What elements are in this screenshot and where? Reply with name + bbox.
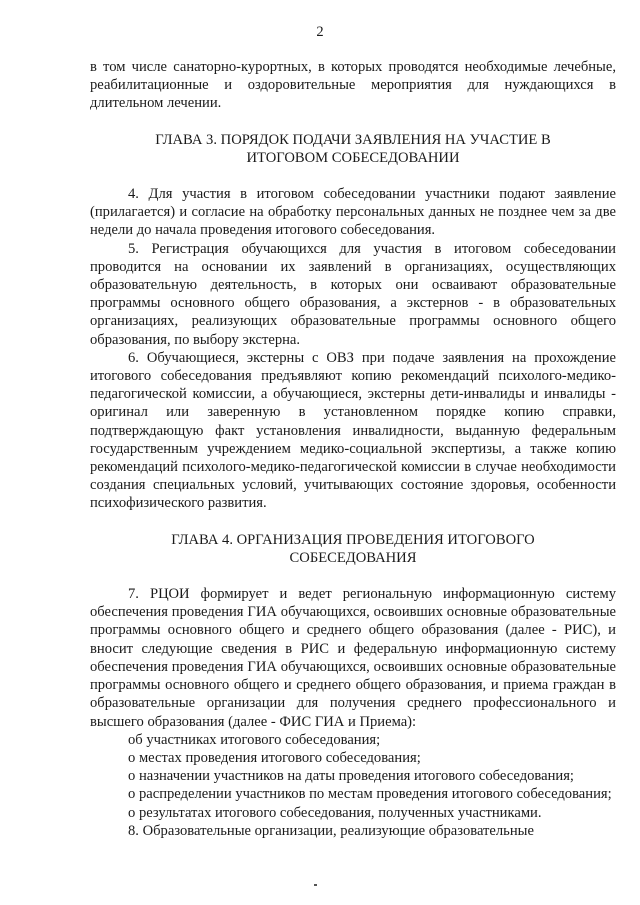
document-body bbox=[90, 58, 616, 840]
list-item: об участниках итогового собеседования; bbox=[128, 731, 381, 748]
intro-paragraph: в том числе санаторно-курортных, в которых проводятся необходимые лечебные, реабилитационные и оздоровительные мероприятия для нуждающихся в длительном лечении. bbox=[90, 59, 616, 112]
list-item: о распределении участников по местам проведения итогового собеседования; bbox=[128, 786, 612, 803]
chapter-3-title-line-2: ИТОГОВОМ СОБЕСЕДОВАНИИ bbox=[246, 149, 460, 166]
paragraph-8: 8. Образовательные организации, реализующие образовательные bbox=[128, 822, 534, 839]
scan-speck bbox=[314, 884, 317, 886]
paragraph-5: 5. Регистрация обучающихся для участия в итоговом собеседовании проводится на основании их заявлений в организациях, осуществляющих образовательную деятельность, в которых они осваивают образовательные программы основного общего образования, а экстернов - в образовательных организациях, реализующих образовательные программы основного общего образования, по выбору экстерна. bbox=[90, 240, 616, 348]
paragraph-7: 7. РЦОИ формирует и ведет региональную информационную систему обеспечения проведения ГИА обучающихся, освоивших основные образовательные программы основного общего и среднего общего образования (далее - РИС), и вносит следующие сведения в РИС и федеральную информационную систему обеспечения проведения ГИА обучающихся, освоивших основные образовательные программы основного общего и среднего общего образования, и приема граждан в образовательные организации для получения среднего профессионального и высшего образования (далее - ФИС ГИА и Приема): bbox=[90, 586, 616, 730]
chapter-4-title-line-2: СОБЕСЕДОВАНИЯ bbox=[289, 549, 417, 566]
chapter-3-heading bbox=[90, 131, 616, 167]
list-item: о назначении участников на даты проведения итогового собеседования; bbox=[128, 768, 574, 785]
list-item: о результатах итогового собеседования, полученных участниками. bbox=[128, 804, 542, 821]
chapter-4-title-line-1: ГЛАВА 4. ОРГАНИЗАЦИЯ ПРОВЕДЕНИЯ ИТОГОВОГО bbox=[171, 531, 535, 548]
page-number: 2 bbox=[316, 24, 324, 40]
paragraph-6: 6. Обучающиеся, экстерны с ОВЗ при подаче заявления на прохождение итогового собеседования предъявляют копию рекомендаций психолого-медико-педагогической комиссии, а обучающиеся, экстерны дети-инвалиды и инвалиды - оригинал или заверенную в установленном порядке копию справки, подтверждающую факт установления инвалидности, выданную федеральным государственным учреждением медико-социальной экспертизы, а также копию рекомендаций психолого-медико-педагогической комиссии в случае необходимости создания специальных условий, учитывающих состояние здоровья, особенности психофизического развития. bbox=[90, 349, 616, 512]
list-item: о местах проведения итогового собеседования; bbox=[128, 749, 421, 766]
paragraph-4: 4. Для участия в итоговом собеседовании участники подают заявление (прилагается) и согласие на обработку персональных данных не позднее чем за две недели до начала проведения итогового собеседования. bbox=[90, 186, 616, 239]
chapter-4-heading bbox=[90, 531, 616, 567]
chapter-3-title-line-1: ГЛАВА 3. ПОРЯДОК ПОДАЧИ ЗАЯВЛЕНИЯ НА УЧАСТИЕ В bbox=[155, 131, 551, 148]
